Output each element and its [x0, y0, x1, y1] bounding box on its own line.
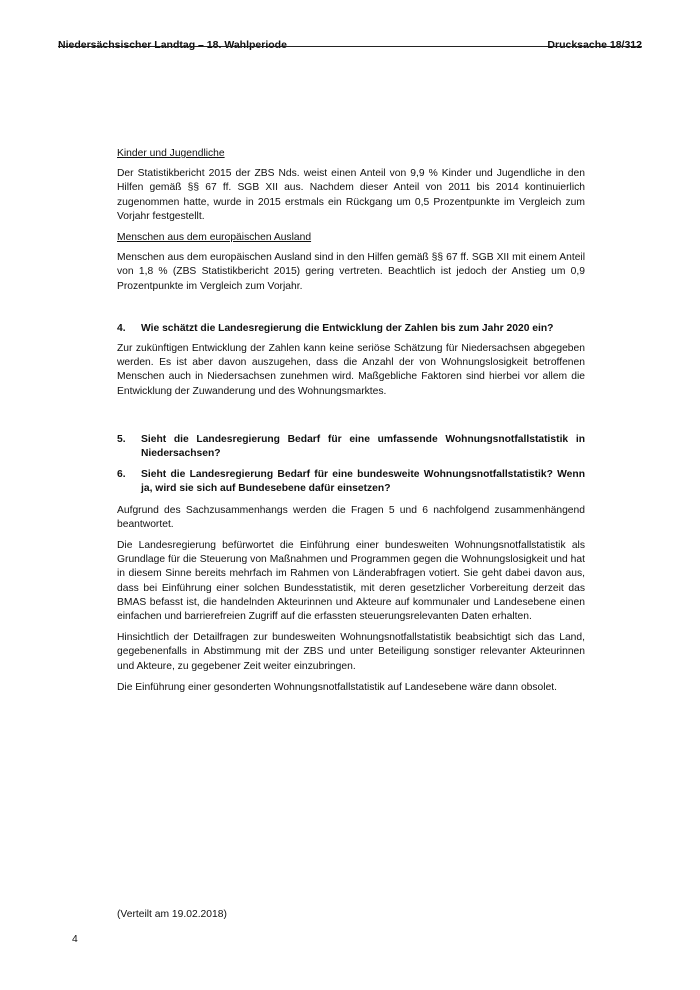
- question-4-text: Wie schätzt die Landesregierung die Entwicklung der Zahlen bis zum Jahr 2020 ein?: [141, 322, 554, 334]
- section-heading-kinder: Kinder und Jugendliche: [117, 148, 225, 159]
- answer-5-6-paragraph-2: Hinsichtlich der Detailfragen zur bundesweiten Wohnungsnotfallstatistik beabsichtigt sich das Land, gegebenenfalls in Abstimmung mit der ZBS und unter Beteiligung sonstiger relevanter Akteurinnen und Akteure, zu gegebener Zeit weiter einzubringen.: [117, 632, 585, 672]
- answer-4: Zur zukünftigen Entwicklung der Zahlen kann keine seriöse Schätzung für Niedersachsen abgegeben werden. Es ist aber davon auszugehen, dass die Anzahl der von Wohnungslosigkeit betroffenen Menschen auch in Niedersachsen zunehmen wird. Maßgebliche Faktoren sind hierbei vor allem die Entwicklung der Zuwanderung und des Wohnungsmarktes.: [117, 343, 585, 397]
- question-6-number: 6.: [117, 469, 126, 481]
- question-5-number: 5.: [117, 433, 126, 445]
- answer-5-6-paragraph-1: Die Landesregierung befürwortet die Einführung einer bundesweiten Wohnungsnotfallstatistik als Grundlage für die Steuerung von Maßnahmen und Programmen gegen die Wohnungslosigkeit und hat in diesem Sinne bereits mehrfach im Rahmen von Länderabfragen votiert. Sie geht dabei davon aus, dass bei Einführung einer solchen Bundesstatistik, mit deren gesetzlicher Vorbereitung derzeit das BMAS befasst ist, die handelnden Akteurinnen und Akteure auf kommunaler und Landesebene einen einfachen und barrierefreien Zugriff auf die erfassten steuerungsrelevanten Daten erhalten.: [117, 540, 585, 623]
- section-text-ausland: Menschen aus dem europäischen Ausland sind in den Hilfen gemäß §§ 67 ff. SGB XII mit einem Anteil von 1,8 % (ZBS Statistikbericht 2015) gering vertreten. Beachtlich ist jedoch der Anstieg um 0,9 Prozentpunkte im Vergleich zum Vorjahr.: [117, 252, 585, 292]
- question-6-text: Sieht die Landesregierung Bedarf für eine bundesweite Wohnungsnotfallstatistik? Wenn ja, wird sie sich auf Bundesebene dafür einsetzen?: [141, 469, 585, 495]
- question-5-text: Sieht die Landesregierung Bedarf für eine umfassende Wohnungsnotfallstatistik in Niedersachsen?: [141, 433, 585, 460]
- document-body: [117, 147, 585, 695]
- page-header: [58, 27, 642, 51]
- answer-5-6-conclusion: Die Einführung einer gesonderten Wohnungsnotfallstatistik auf Landesebene wäre dann obsolet.: [117, 681, 558, 693]
- header-document-number: Drucksache 18/312: [547, 39, 642, 51]
- distribution-date: (Verteilt am 19.02.2018): [117, 909, 227, 920]
- section-text-kinder: Der Statistikbericht 2015 der ZBS Nds. weist einen Anteil von 9,9 % Kinder und Jugendliche in den Hilfen gemäß §§ 67 ff. SGB XII aus. Nachdem dieser Anteil von 2011 bis 2014 kontinuierlich zugenommen hatte, wurde in 2015 erstmals ein Rückgang um 0,5 Prozentpunkte im Vergleich zum Vorjahr festgestellt.: [117, 168, 585, 222]
- section-heading-ausland: Menschen aus dem europäischen Ausland: [117, 232, 312, 244]
- header-divider: [58, 46, 642, 47]
- answer-5-6-intro: Aufgrund des Sachzusammenhangs werden die Fragen 5 und 6 nachfolgend zusammenhängend beantwortet.: [117, 504, 585, 530]
- question-6: [117, 468, 585, 496]
- page-number: 4: [72, 934, 78, 945]
- header-parliament-title: Niedersächsischer Landtag – 18. Wahlperiode: [58, 39, 287, 51]
- question-4: [117, 322, 585, 336]
- question-4-number: 4.: [117, 322, 126, 334]
- question-5: [117, 433, 585, 461]
